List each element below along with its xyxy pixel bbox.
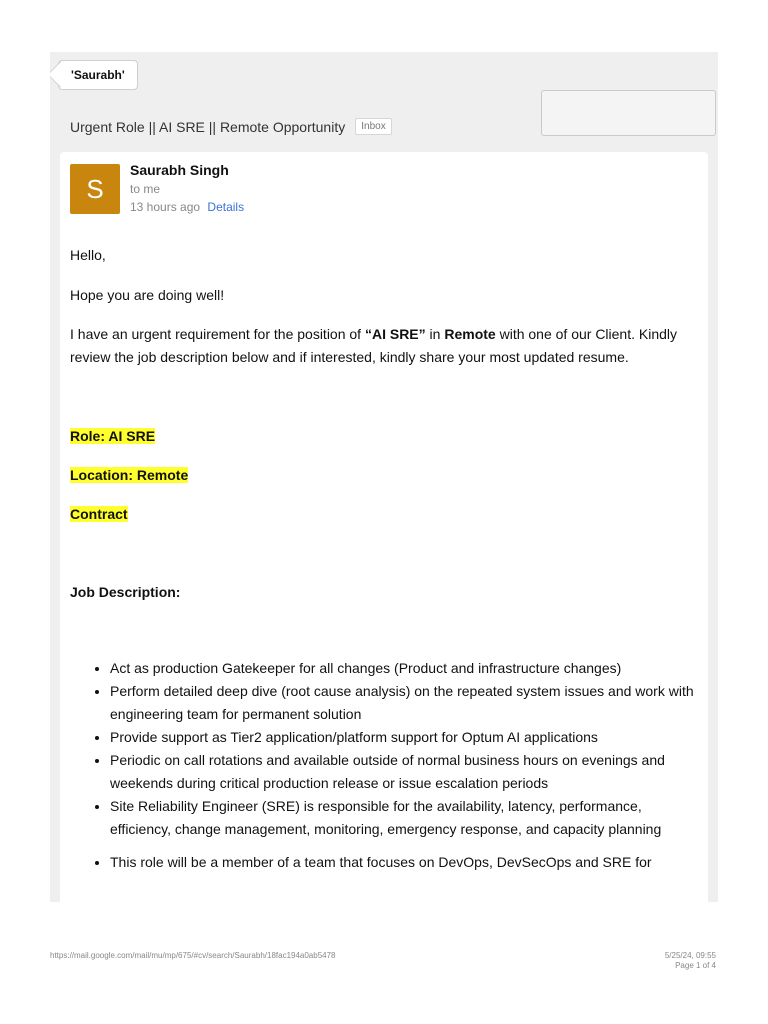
location-highlight: Location: Remote — [70, 467, 189, 483]
message-time — [130, 200, 244, 214]
list-item: • Perform detailed deep dive (root cause analysis) on the repeated system issues and work with engineering team for permanent solution — [110, 680, 700, 726]
back-button-label: 'Saurabh' — [71, 68, 125, 82]
jd-list — [70, 657, 700, 874]
jd-heading: Job Description: — [70, 584, 181, 600]
list-item: • Provide support as Tier2 application/platform support for Optum AI applications — [110, 726, 700, 749]
inbox-label-badge[interactable]: Inbox — [355, 118, 391, 135]
footer-url: https://mail.google.com/mail/mu/mp/675/#cv/search/Saurabh/18fac194a0ab5478 — [50, 951, 336, 960]
message-card — [60, 152, 708, 902]
email-subject: Urgent Role || AI SRE || Remote Opportunity — [70, 118, 346, 135]
email-body — [70, 244, 700, 874]
recipient-text: to me — [130, 182, 161, 196]
list-item: • Periodic on call rotations and available outside of normal business hours on evenings and weekends during critical production release or issue escalation periods — [110, 749, 700, 795]
time-ago: 13 hours ago — [130, 200, 201, 214]
list-item: • Act as production Gatekeeper for all changes (Product and infrastructure changes) — [110, 657, 700, 680]
list-item: • This role will be a member of a team that focuses on DevOps, DevSecOps and SRE for — [110, 851, 700, 874]
contract-highlight: Contract — [70, 506, 128, 522]
greeting: Hello, — [70, 247, 106, 263]
footer-datetime: 5/25/24, 09:55 — [664, 951, 716, 960]
details-link[interactable]: Details — [207, 200, 245, 214]
subject-line — [70, 118, 392, 135]
role-quoted: “AI SRE” — [364, 326, 426, 342]
search-box[interactable] — [541, 90, 716, 136]
role-highlight: Role: AI SRE — [70, 428, 156, 444]
avatar: S — [70, 164, 120, 214]
sender-name: Saurabh Singh — [130, 162, 229, 178]
list-item: • Site Reliability Engineer (SRE) is responsible for the availability, latency, performance, efficiency, change management, monitoring, emergency response, and capacity planning — [110, 795, 700, 841]
mail-view — [50, 52, 718, 902]
footer-page: Page 1 of 4 — [675, 961, 716, 970]
requirement-paragraph: I have an urgent requirement for the position of “AI SRE” in Remote with one of our Client. Kindly review the job description below and if interested, kindly share your most updated resume. — [70, 326, 678, 365]
remote-word: Remote — [444, 326, 496, 342]
back-button[interactable] — [58, 60, 138, 90]
footer-meta — [665, 951, 716, 971]
intro-line: Hope you are doing well! — [70, 287, 225, 303]
